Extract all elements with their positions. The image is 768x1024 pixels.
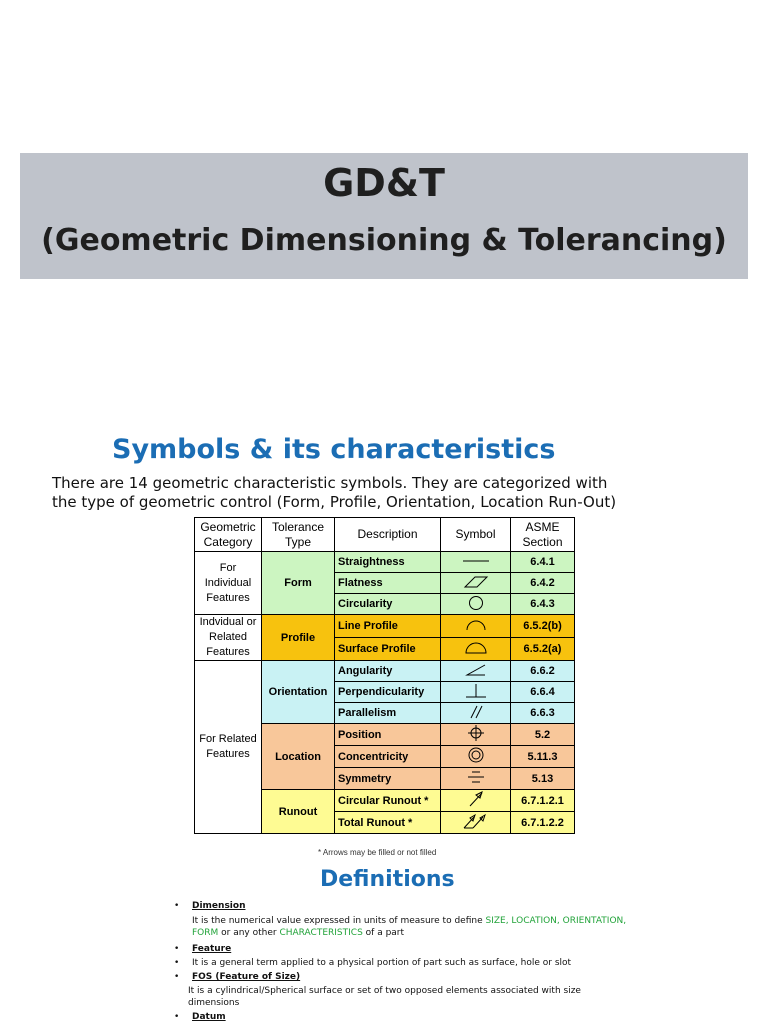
intro-line-1: There are 14 geometric characteristic symbols. They are categorized with	[52, 474, 608, 492]
dimension-text-highlight-1: SIZE, LOCATION, ORIENTATION, FORM	[192, 916, 627, 938]
list-item	[170, 1011, 635, 1021]
type-profile: Profile	[262, 615, 335, 661]
list-item	[170, 900, 635, 912]
section-angularity: 6.6.2	[511, 661, 575, 682]
arrow-note: * Arrows may be filled or not filled	[318, 848, 437, 857]
desc-circular-runout: Circular Runout *	[335, 790, 441, 812]
section-concentricity: 5.11.3	[511, 746, 575, 768]
definitions-list	[170, 900, 635, 1021]
desc-symmetry: Symmetry	[335, 768, 441, 790]
header-symbol: Symbol	[441, 518, 511, 552]
category-related: For Related Features	[195, 661, 262, 834]
term-datum: Datum	[192, 1012, 226, 1021]
fos-text: It is a cylindrical/Spherical surface or set of two opposed elements associated with size dimensions	[188, 986, 581, 1008]
dimension-text	[170, 915, 635, 939]
section-perpendicularity: 6.6.4	[511, 682, 575, 703]
section-parallelism: 6.6.3	[511, 703, 575, 724]
table-row	[195, 661, 575, 682]
section-straightness: 6.4.1	[511, 552, 575, 573]
type-form: Form	[262, 552, 335, 615]
header-tolerance-type: Tolerance Type	[262, 518, 335, 552]
table-header-row	[195, 518, 575, 552]
dimension-text-b: or any other	[218, 928, 280, 938]
section-symmetry: 5.13	[511, 768, 575, 790]
type-location: Location	[262, 724, 335, 790]
desc-circularity: Circularity	[335, 594, 441, 615]
section-surface-profile: 6.5.2(a)	[511, 638, 575, 661]
desc-parallelism: Parallelism	[335, 703, 441, 724]
type-orientation: Orientation	[262, 661, 335, 724]
desc-position: Position	[335, 724, 441, 746]
header-description: Description	[335, 518, 441, 552]
list-item	[170, 971, 635, 983]
angularity-icon	[441, 661, 511, 682]
header-asme-section: ASME Section	[511, 518, 575, 552]
section-line-profile: 6.5.2(b)	[511, 615, 575, 638]
total-runout-icon	[441, 812, 511, 834]
type-runout: Runout	[262, 790, 335, 834]
desc-surface-profile: Surface Profile	[335, 638, 441, 661]
title-banner	[20, 153, 748, 279]
section-circularity: 6.4.3	[511, 594, 575, 615]
list-item	[170, 943, 635, 955]
category-individual-or-related: Indvidual or Related Features	[195, 615, 262, 661]
straightness-icon	[441, 552, 511, 573]
surface-profile-icon	[441, 638, 511, 661]
parallelism-icon	[441, 703, 511, 724]
section-position: 5.2	[511, 724, 575, 746]
definitions-heading: Definitions	[320, 867, 455, 892]
category-individual: For Individual Features	[195, 552, 262, 615]
desc-angularity: Angularity	[335, 661, 441, 682]
desc-perpendicularity: Perpendicularity	[335, 682, 441, 703]
dimension-text-c: of a part	[362, 928, 405, 938]
circularity-icon	[441, 594, 511, 615]
subtitle: (Geometric Dimensioning & Tolerancing)	[41, 223, 727, 258]
intro-line-2: the type of geometric control (Form, Profile, Orientation, Location Run-Out)	[52, 493, 617, 511]
list-item	[170, 957, 635, 969]
title: GD&T	[323, 161, 445, 205]
section-circular-runout: 6.7.1.2.1	[511, 790, 575, 812]
desc-straightness: Straightness	[335, 552, 441, 573]
term-dimension: Dimension	[192, 901, 246, 911]
section-total-runout: 6.7.1.2.2	[511, 812, 575, 834]
table-row	[195, 615, 575, 638]
dimension-text-a: It is the numerical value expressed in units of measure to define	[192, 916, 486, 926]
section-flatness: 6.4.2	[511, 573, 575, 594]
desc-line-profile: Line Profile	[335, 615, 441, 638]
term-feature: Feature	[192, 944, 232, 954]
desc-concentricity: Concentricity	[335, 746, 441, 768]
concentricity-icon	[441, 746, 511, 768]
table-row	[195, 552, 575, 573]
feature-text: It is a general term applied to a physical portion of part such as surface, hole or slot	[192, 958, 572, 968]
dimension-text-highlight-2: CHARACTERISTICS	[279, 928, 363, 938]
line-profile-icon	[441, 615, 511, 638]
flatness-icon	[441, 573, 511, 594]
position-icon	[441, 724, 511, 746]
symbols-intro	[52, 474, 712, 512]
symmetry-icon	[441, 768, 511, 790]
term-fos: FOS (Feature of Size)	[192, 972, 301, 982]
header-category: Geometric Category	[195, 518, 262, 552]
desc-total-runout: Total Runout *	[335, 812, 441, 834]
symbols-heading: Symbols & its characteristics	[112, 434, 556, 465]
circular-runout-icon	[441, 790, 511, 812]
desc-flatness: Flatness	[335, 573, 441, 594]
gdt-symbol-table	[194, 517, 575, 834]
perpendicularity-icon	[441, 682, 511, 703]
